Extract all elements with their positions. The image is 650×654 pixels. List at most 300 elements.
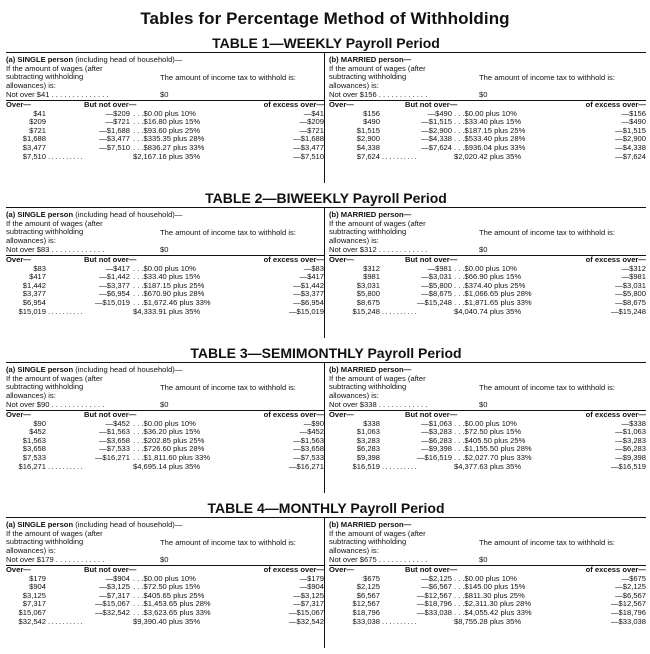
wage-over-cell: $338	[363, 418, 380, 428]
not-over-amount: $0	[479, 399, 488, 409]
bracket-rows	[6, 420, 324, 472]
wage-intro-text: If the amount of wages (after subtracting withholding allowances) is:	[329, 528, 426, 555]
excess-over-cell: —$16,519	[610, 461, 646, 471]
tax-amount-cell: . . .$4,055.42 plus 33%	[454, 607, 532, 617]
table-halves	[6, 518, 646, 648]
col-excess-header: of excess over—	[263, 564, 324, 574]
wage-intro	[329, 220, 646, 246]
tax-amount-cell: . . .$0.00 plus 10%	[454, 263, 517, 273]
wage-not-over-cell: —$3,658	[99, 435, 130, 445]
single-heading-label: (a) SINGLE person	[6, 55, 74, 64]
single-heading-note: (including head of household)—	[73, 210, 183, 219]
wage-intro-text: If the amount of wages (after subtracting withholding allowances) is:	[6, 218, 103, 245]
wage-not-over-cell: —$6,954	[99, 289, 130, 299]
married-heading-label: (b) MARRIED person—	[329, 210, 412, 219]
not-over-text: Not over $338 . . . . . . . . . . . .	[329, 399, 428, 409]
table-halves	[6, 53, 646, 183]
col-but-not-over-header: But not over—	[405, 254, 458, 264]
wage-over-cell: $3,031	[356, 280, 380, 290]
excess-over-cell: —$7,533	[293, 452, 324, 462]
excess-over-cell: —$15,067	[288, 607, 324, 617]
tax-amount-cell: . . .$0.00 plus 10%	[133, 108, 196, 118]
tax-amount-cell: . . .$726.60 plus 28%	[133, 444, 205, 454]
withholding-table	[6, 500, 646, 648]
table-row	[6, 308, 324, 317]
tax-intro-text: The amount of income tax to withhold is:	[160, 72, 296, 82]
not-over-amount: $0	[160, 399, 169, 409]
withholding-table	[6, 345, 646, 493]
col-over-header: Over—	[329, 99, 354, 109]
withholding-table	[6, 35, 646, 183]
wage-over-cell: $1,688	[22, 134, 46, 144]
wage-over-cell: $2,125	[356, 582, 380, 592]
dot-leader: . . . . . . . . . .	[382, 616, 417, 626]
table-row	[6, 463, 324, 472]
table-row	[6, 153, 324, 162]
single-heading-note: (including head of household)—	[73, 520, 183, 529]
not-over-text: Not over $675 . . . . . . . . . . . .	[329, 554, 428, 564]
not-over-text: Not over $156 . . . . . . . . . . . .	[329, 89, 428, 99]
excess-over-cell: —$6,567	[615, 590, 646, 600]
wage-over-cell: $5,800	[356, 289, 380, 299]
excess-over-cell: —$90	[303, 418, 324, 428]
wage-not-over-cell: —$417	[105, 263, 130, 273]
wage-over-cell: $1,563	[22, 435, 46, 445]
tax-intro-text: The amount of income tax to withhold is:	[160, 537, 296, 547]
excess-over-cell: —$7,510	[293, 151, 324, 161]
married-person-heading	[329, 518, 646, 530]
table-title: TABLE 2—BIWEEKLY Payroll Period	[6, 190, 646, 208]
tax-amount-cell: . . .$1,066.65 plus 28%	[454, 289, 532, 299]
bracket-rows	[6, 575, 324, 627]
excess-over-cell: —$156	[621, 108, 646, 118]
married-person-section	[329, 518, 646, 648]
tax-amount-cell: . . .$16.80 plus 15%	[133, 117, 201, 127]
excess-over-cell: —$1,442	[293, 280, 324, 290]
dot-leader: . . . . . . . . . .	[48, 151, 83, 161]
tax-amount-cell: $2,020.42 plus 35%	[454, 151, 522, 161]
not-over-text: Not over $83 . . . . . . . . . . . . .	[6, 244, 105, 254]
tax-intro-text: The amount of income tax to withhold is:	[160, 227, 296, 237]
col-excess-header: of excess over—	[263, 99, 324, 109]
col-excess-header: of excess over—	[585, 254, 646, 264]
excess-over-cell: —$981	[621, 272, 646, 282]
tax-amount-cell: . . .$33.40 plus 15%	[454, 117, 522, 127]
table-halves	[6, 363, 646, 493]
col-over-header: Over—	[6, 254, 31, 264]
tax-amount-cell: . . .$0.00 plus 10%	[454, 418, 517, 428]
tax-amount-cell: . . .$72.50 plus 15%	[454, 427, 522, 437]
page-title: Tables for Percentage Method of Withholding	[140, 9, 510, 28]
dot-leader: . . . . . . . . . .	[48, 306, 83, 316]
not-over-amount: $0	[479, 244, 488, 254]
tax-amount-cell: . . .$2,311.30 plus 28%	[454, 599, 532, 609]
excess-over-cell: —$7,624	[615, 151, 646, 161]
col-but-not-over-header: But not over—	[84, 254, 137, 264]
col-excess-header: of excess over—	[585, 99, 646, 109]
tax-amount-cell: . . .$405.50 plus 25%	[454, 435, 526, 445]
single-person-heading	[6, 363, 324, 375]
wage-over-cell: $3,477	[22, 142, 46, 152]
excess-over-cell: —$33,038	[610, 616, 646, 626]
married-person-section	[329, 208, 646, 338]
excess-over-cell: —$3,658	[293, 444, 324, 454]
married-person-section	[329, 363, 646, 493]
wage-intro-text: If the amount of wages (after subtracting withholding allowances) is:	[329, 373, 426, 400]
tax-amount-cell: . . .$72.50 plus 15%	[133, 582, 201, 592]
withholding-table	[6, 190, 646, 338]
wage-not-over-cell: —$3,377	[99, 280, 130, 290]
married-person-heading	[329, 208, 646, 220]
wage-not-over-cell: —$16,519	[416, 452, 452, 462]
wage-over-cell: $6,954	[22, 297, 46, 307]
excess-over-cell: —$2,900	[615, 134, 646, 144]
excess-over-cell: —$15,019	[288, 306, 324, 316]
wage-over-cell: $490	[363, 117, 380, 127]
excess-over-cell: —$904	[299, 582, 324, 592]
wage-over-cell: $3,658	[22, 444, 46, 454]
tax-amount-cell: . . .$187.15 plus 25%	[133, 280, 205, 290]
dot-leader: . . . . . . . . . .	[382, 151, 417, 161]
table-row	[329, 308, 646, 317]
tax-amount-cell: . . .$670.90 plus 28%	[133, 289, 205, 299]
excess-over-cell: —$8,675	[615, 297, 646, 307]
single-heading-label: (a) SINGLE person	[6, 365, 74, 374]
excess-over-cell: —$32,542	[288, 616, 324, 626]
dot-leader: . . . . . . . . . .	[48, 461, 83, 471]
tax-amount-cell: . . .$335.35 plus 28%	[133, 134, 205, 144]
wage-over-cell: $904	[29, 582, 46, 592]
single-heading-note: (including head of household)—	[73, 365, 183, 374]
wage-intro	[6, 375, 324, 401]
married-heading-label: (b) MARRIED person—	[329, 55, 412, 64]
excess-over-cell: —$16,271	[288, 461, 324, 471]
not-over-amount: $0	[160, 244, 169, 254]
tax-amount-cell: . . .$374.40 plus 25%	[454, 280, 526, 290]
single-person-section	[6, 208, 325, 338]
wage-over-cell: $15,067	[18, 607, 46, 617]
table-row	[6, 618, 324, 627]
col-excess-header: of excess over—	[585, 564, 646, 574]
wage-not-over-cell: —$6,567	[421, 582, 452, 592]
wage-intro	[6, 220, 324, 246]
tax-amount-cell: . . .$2,027.70 plus 33%	[454, 452, 532, 462]
wage-over-cell: $1,515	[356, 125, 380, 135]
wage-over-cell: $721	[29, 125, 46, 135]
wage-not-over-cell: —$452	[105, 418, 130, 428]
wage-over-cell: $6,283	[356, 444, 380, 454]
tax-amount-cell: . . .$202.85 plus 25%	[133, 435, 205, 445]
excess-over-cell: —$3,125	[293, 590, 324, 600]
col-over-header: Over—	[6, 409, 31, 419]
single-heading-note: (including head of household)—	[73, 55, 183, 64]
col-but-not-over-header: But not over—	[84, 564, 137, 574]
wage-over-cell: $41	[33, 108, 46, 118]
married-person-heading	[329, 53, 646, 65]
tax-amount-cell: . . .$533.40 plus 28%	[454, 134, 526, 144]
tax-amount-cell: $4,333.91 plus 35%	[133, 306, 201, 316]
wage-not-over-cell: —$3,477	[99, 134, 130, 144]
wage-over-cell: $90	[33, 418, 46, 428]
wage-over-cell: $4,338	[356, 142, 380, 152]
col-over-header: Over—	[6, 564, 31, 574]
tax-amount-cell: . . .$0.00 plus 10%	[133, 573, 196, 583]
married-person-section	[329, 53, 646, 183]
col-over-header: Over—	[6, 99, 31, 109]
excess-over-cell: —$1,515	[615, 125, 646, 135]
wage-over-cell: $83	[33, 263, 46, 273]
col-but-not-over-header: But not over—	[84, 99, 137, 109]
col-but-not-over-header: But not over—	[405, 409, 458, 419]
excess-over-cell: —$18,796	[610, 607, 646, 617]
wage-not-over-cell: —$904	[105, 573, 130, 583]
col-excess-header: of excess over—	[585, 409, 646, 419]
tax-amount-cell: . . .$33.40 plus 15%	[133, 272, 201, 282]
single-person-heading	[6, 518, 324, 530]
wage-over-cell: $1,063	[356, 427, 380, 437]
tax-amount-cell: $4,040.74 plus 35%	[454, 306, 522, 316]
excess-over-cell: —$1,688	[293, 134, 324, 144]
excess-over-cell: —$12,567	[610, 599, 646, 609]
table-title: TABLE 1—WEEKLY Payroll Period	[6, 35, 646, 53]
excess-over-cell: —$15,248	[610, 306, 646, 316]
tax-amount-cell: . . .$36.20 plus 15%	[133, 427, 201, 437]
tax-amount-cell: . . .$66.90 plus 15%	[454, 272, 522, 282]
table-row	[329, 618, 646, 627]
excess-over-cell: —$1,563	[293, 435, 324, 445]
excess-over-cell: —$312	[621, 263, 646, 273]
wage-over-cell: $981	[363, 272, 380, 282]
tax-amount-cell: . . .$1,871.65 plus 33%	[454, 297, 532, 307]
table-title: TABLE 3—SEMIMONTHLY Payroll Period	[6, 345, 646, 363]
tax-amount-cell: . . .$0.00 plus 10%	[454, 573, 517, 583]
wage-intro-text: If the amount of wages (after subtracting withholding allowances) is:	[329, 218, 426, 245]
wage-intro-text: If the amount of wages (after subtracting withholding allowances) is:	[6, 63, 103, 90]
dot-leader: . . . . . . . . . .	[382, 461, 417, 471]
excess-over-cell: —$721	[299, 125, 324, 135]
not-over-text: Not over $312 . . . . . . . . . . . .	[329, 244, 428, 254]
excess-over-cell: —$338	[621, 418, 646, 428]
bracket-rows	[6, 110, 324, 162]
bracket-rows	[329, 420, 646, 472]
single-heading-label: (a) SINGLE person	[6, 210, 74, 219]
wage-over-cell: $209	[29, 117, 46, 127]
tax-amount-cell: . . .$811.30 plus 25%	[454, 590, 525, 600]
not-over-text: Not over $90 . . . . . . . . . . . . .	[6, 399, 105, 409]
wage-not-over-cell: —$32,542	[94, 607, 130, 617]
tax-amount-cell: . . .$1,453.65 plus 28%	[133, 599, 211, 609]
wage-over-cell: $156	[363, 108, 380, 118]
col-excess-header: of excess over—	[263, 409, 324, 419]
wage-over-cell: $7,533	[22, 452, 46, 462]
wage-over-cell: $6,567	[356, 590, 380, 600]
wage-not-over-cell: —$1,688	[99, 125, 130, 135]
wage-over-cell: $7,624	[356, 151, 380, 161]
excess-over-cell: —$179	[299, 573, 324, 583]
tax-amount-cell: . . .$0.00 plus 10%	[133, 418, 196, 428]
wage-intro	[6, 65, 324, 91]
wage-not-over-cell: —$33,038	[416, 607, 452, 617]
bracket-rows	[329, 110, 646, 162]
wage-not-over-cell: —$3,283	[421, 427, 452, 437]
single-person-heading	[6, 53, 324, 65]
table-row	[329, 153, 646, 162]
wage-over-cell: $8,675	[356, 297, 380, 307]
excess-over-cell: —$6,954	[293, 297, 324, 307]
wage-over-cell: $3,283	[356, 435, 380, 445]
wage-over-cell: $15,248	[352, 306, 380, 316]
excess-over-cell: —$9,398	[615, 452, 646, 462]
excess-over-cell: —$1,063	[615, 427, 646, 437]
tax-amount-cell: . . .$936.04 plus 33%	[454, 142, 526, 152]
excess-over-cell: —$490	[621, 117, 646, 127]
tax-amount-cell: $9,390.40 plus 35%	[133, 616, 201, 626]
wage-over-cell: $7,317	[22, 599, 46, 609]
wage-over-cell: $16,519	[352, 461, 380, 471]
excess-over-cell: —$675	[621, 573, 646, 583]
wage-over-cell: $3,125	[22, 590, 46, 600]
bracket-rows	[329, 575, 646, 627]
table-title: TABLE 4—MONTHLY Payroll Period	[6, 500, 646, 518]
excess-over-cell: —$83	[303, 263, 324, 273]
not-over-amount: $0	[479, 554, 488, 564]
wage-intro-text: If the amount of wages (after subtracting withholding allowances) is:	[6, 373, 103, 400]
wage-over-cell: $12,567	[352, 599, 380, 609]
wage-intro-text: If the amount of wages (after subtracting withholding allowances) is:	[329, 63, 426, 90]
wage-not-over-cell: —$4,338	[421, 134, 452, 144]
wage-not-over-cell: —$1,442	[99, 272, 130, 282]
excess-over-cell: —$3,377	[293, 289, 324, 299]
tax-amount-cell: $4,377.63 plus 35%	[454, 461, 522, 471]
tax-intro-text: The amount of income tax to withhold is:	[160, 382, 296, 392]
wage-over-cell: $16,271	[18, 461, 46, 471]
wage-not-over-cell: —$1,563	[99, 427, 130, 437]
tax-amount-cell: . . .$1,155.50 plus 28%	[454, 444, 532, 454]
tax-intro-text: The amount of income tax to withhold is:	[479, 227, 615, 237]
tax-amount-cell: . . .$1,811.60 plus 33%	[133, 452, 211, 462]
wage-intro-text: If the amount of wages (after subtracting withholding allowances) is:	[6, 528, 103, 555]
wage-not-over-cell: —$15,248	[416, 297, 452, 307]
wage-not-over-cell: —$1,515	[421, 117, 452, 127]
married-heading-label: (b) MARRIED person—	[329, 520, 412, 529]
excess-over-cell: —$3,283	[615, 435, 646, 445]
wage-over-cell: $1,442	[22, 280, 46, 290]
wage-intro	[329, 375, 646, 401]
wage-over-cell: $7,510	[22, 151, 46, 161]
excess-over-cell: —$209	[299, 117, 324, 127]
tax-amount-cell: . . .$93.60 plus 25%	[133, 125, 201, 135]
wage-over-cell: $33,038	[352, 616, 380, 626]
tax-amount-cell: $8,755.28 plus 35%	[454, 616, 522, 626]
single-heading-label: (a) SINGLE person	[6, 520, 74, 529]
excess-over-cell: —$3,031	[615, 280, 646, 290]
wage-not-over-cell: —$3,031	[421, 272, 452, 282]
tax-amount-cell: $4,695.14 plus 35%	[133, 461, 201, 471]
tax-amount-cell: . . .$0.00 plus 10%	[454, 108, 517, 118]
single-person-section	[6, 518, 325, 648]
tax-amount-cell: . . .$187.15 plus 25%	[454, 125, 526, 135]
dot-leader: . . . . . . . . . .	[48, 616, 83, 626]
not-over-amount: $0	[160, 89, 169, 99]
wage-over-cell: $3,377	[22, 289, 46, 299]
wage-not-over-cell: —$490	[427, 108, 452, 118]
table-row	[329, 463, 646, 472]
col-over-header: Over—	[329, 254, 354, 264]
married-person-heading	[329, 363, 646, 375]
wage-not-over-cell: —$5,800	[421, 280, 452, 290]
not-over-text: Not over $179 . . . . . . . . . . . .	[6, 554, 105, 564]
wage-over-cell: $9,398	[356, 452, 380, 462]
wage-not-over-cell: —$209	[105, 108, 130, 118]
excess-over-cell: —$5,800	[615, 289, 646, 299]
not-over-amount: $0	[479, 89, 488, 99]
not-over-text: Not over $41 . . . . . . . . . . . . . .	[6, 89, 109, 99]
wage-not-over-cell: —$18,796	[416, 599, 452, 609]
single-person-section	[6, 53, 325, 183]
tax-amount-cell: . . .$405.65 plus 25%	[133, 590, 205, 600]
excess-over-cell: —$2,125	[615, 582, 646, 592]
wage-not-over-cell: —$721	[105, 117, 130, 127]
tax-amount-cell: . . .$0.00 plus 10%	[133, 263, 196, 273]
wage-over-cell: $179	[29, 573, 46, 583]
wage-not-over-cell: —$8,675	[421, 289, 452, 299]
wage-over-cell: $18,796	[352, 607, 380, 617]
excess-over-cell: —$6,283	[615, 444, 646, 454]
not-over-amount: $0	[160, 554, 169, 564]
excess-over-cell: —$452	[299, 427, 324, 437]
wage-not-over-cell: —$3,125	[99, 582, 130, 592]
bracket-rows	[6, 265, 324, 317]
tax-intro-text: The amount of income tax to withhold is:	[479, 537, 615, 547]
wage-over-cell: $675	[363, 573, 380, 583]
wage-not-over-cell: —$7,317	[99, 590, 130, 600]
tax-intro-text: The amount of income tax to withhold is:	[479, 72, 615, 82]
col-but-not-over-header: But not over—	[84, 409, 137, 419]
wage-over-cell: $15,019	[18, 306, 46, 316]
col-but-not-over-header: But not over—	[405, 99, 458, 109]
tax-amount-cell: $2,167.16 plus 35%	[133, 151, 201, 161]
wage-not-over-cell: —$981	[427, 263, 452, 273]
wage-over-cell: $2,900	[356, 134, 380, 144]
wage-not-over-cell: —$15,067	[94, 599, 130, 609]
wage-not-over-cell: —$2,125	[421, 573, 452, 583]
wage-not-over-cell: —$1,063	[421, 418, 452, 428]
wage-not-over-cell: —$7,510	[99, 142, 130, 152]
wage-not-over-cell: —$16,271	[94, 452, 130, 462]
wage-intro	[6, 530, 324, 556]
wage-not-over-cell: —$6,283	[421, 435, 452, 445]
tax-amount-cell: . . .$145.00 plus 15%	[454, 582, 526, 592]
wage-not-over-cell: —$15,019	[94, 297, 130, 307]
married-heading-label: (b) MARRIED person—	[329, 365, 412, 374]
wage-not-over-cell: —$7,624	[421, 142, 452, 152]
dot-leader: . . . . . . . . . .	[382, 306, 417, 316]
table-halves	[6, 208, 646, 338]
wage-over-cell: $312	[363, 263, 380, 273]
tax-amount-cell: . . .$3,623.65 plus 33%	[133, 607, 211, 617]
single-person-heading	[6, 208, 324, 220]
single-person-section	[6, 363, 325, 493]
tax-amount-cell: . . .$1,672.46 plus 33%	[133, 297, 211, 307]
tax-amount-cell: . . .$836.27 plus 33%	[133, 142, 205, 152]
excess-over-cell: —$417	[299, 272, 324, 282]
wage-not-over-cell: —$9,398	[421, 444, 452, 454]
excess-over-cell: —$41	[303, 108, 324, 118]
excess-over-cell: —$3,477	[293, 142, 324, 152]
wage-not-over-cell: —$7,533	[99, 444, 130, 454]
bracket-rows	[329, 265, 646, 317]
wage-intro	[329, 65, 646, 91]
